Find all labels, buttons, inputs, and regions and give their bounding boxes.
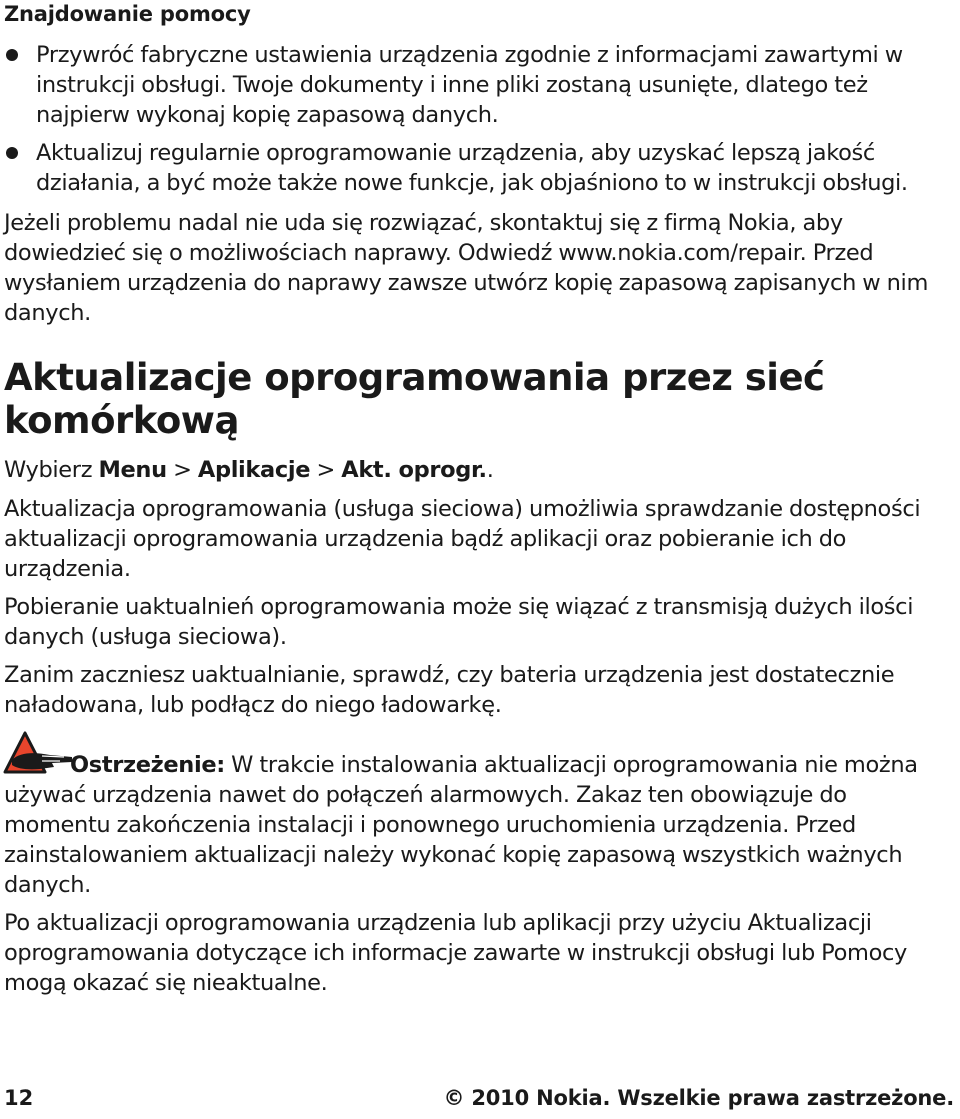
warning-paragraph (4, 750, 956, 900)
warning-text: W trakcie instalowania aktualizacji oprogramowania nie można używać urządzenia nawet do połączeń alarmowych. Zakaz ten obowiązuje do momentu zakończenia instalacji i ponownego uruchomienia urządzenia. Przed zainstalowaniem aktualizacji należy wykonać kopię zapasową wszystkich ważnych danych. (4, 752, 918, 898)
list-item (0, 138, 960, 198)
menu-path-suffix: . (486, 457, 494, 483)
bullet-text: Aktualizuj regularnie oprogramowanie urządzenia, aby uzyskać lepszą jakość działania, a być może także nowe funkcje, jak objaśniono to w instrukcji obsługi. (36, 140, 908, 196)
warning-label: Ostrzeżenie: (70, 752, 225, 778)
bullet-text: Przywróć fabryczne ustawienia urządzenia zgodnie z informacjami zawartymi w instrukcji obsługi. Twoje dokumenty i inne pliki zostaną usunięte, dlatego też najpierw wykonaj kopię zapasową danych. (36, 42, 903, 128)
body-paragraph: Zanim zaczniesz uaktualnianie, sprawdź, czy bateria urządzenia jest dostatecznie naładowana, lub podłącz do niego ładowarkę. (4, 662, 895, 718)
menu-path-separator: > (310, 457, 342, 483)
final-paragraph: Po aktualizacji oprogramowania urządzenia lub aplikacji przy użyciu Aktualizacji oprogramowania dotyczące ich informacje zawarte w instrukcji obsługi lub Pomocy mogą okazać się nieaktualne. (4, 910, 907, 996)
page-title: Aktualizacje oprogramowania przez sieć komórkową (4, 356, 825, 442)
menu-path-item: Akt. oprogr. (341, 457, 487, 483)
body-paragraph: Pobieranie uaktualnień oprogramowania może się wiązać z transmisją dużych ilości danych (usługa sieciowa). (4, 594, 914, 650)
section-title: Znajdowanie pomocy (4, 2, 251, 26)
body-paragraph: Aktualizacja oprogramowania (usługa sieciowa) umożliwia sprawdzanie dostępności aktualizacji oprogramowania urządzenia bądź aplikacji oraz pobieranie ich do urządzenia. (4, 496, 921, 582)
help-paragraph: Jeżeli problemu nadal nie uda się rozwiązać, skontaktuj się z firmą Nokia, aby dowiedzieć się o możliwościach naprawy. Odwiedź www.nokia.com/repair. Przed wysłaniem urządzenia do naprawy zawsze utwórz kopię zapasową zapisanych w nim danych. (4, 210, 929, 326)
menu-path-prefix: Wybierz (4, 457, 99, 483)
menu-path (4, 455, 956, 485)
bullet-list (0, 40, 960, 206)
bullet-icon (6, 49, 18, 61)
menu-path-menu: Menu (98, 457, 167, 483)
bullet-icon (6, 147, 18, 159)
menu-path-apps: Aplikacje (197, 457, 311, 483)
copyright-notice: © 2010 Nokia. Wszelkie prawa zastrzeżone. (443, 1086, 954, 1110)
menu-path-separator: > (166, 457, 198, 483)
list-item (0, 40, 960, 130)
page-number: 12 (4, 1086, 34, 1110)
